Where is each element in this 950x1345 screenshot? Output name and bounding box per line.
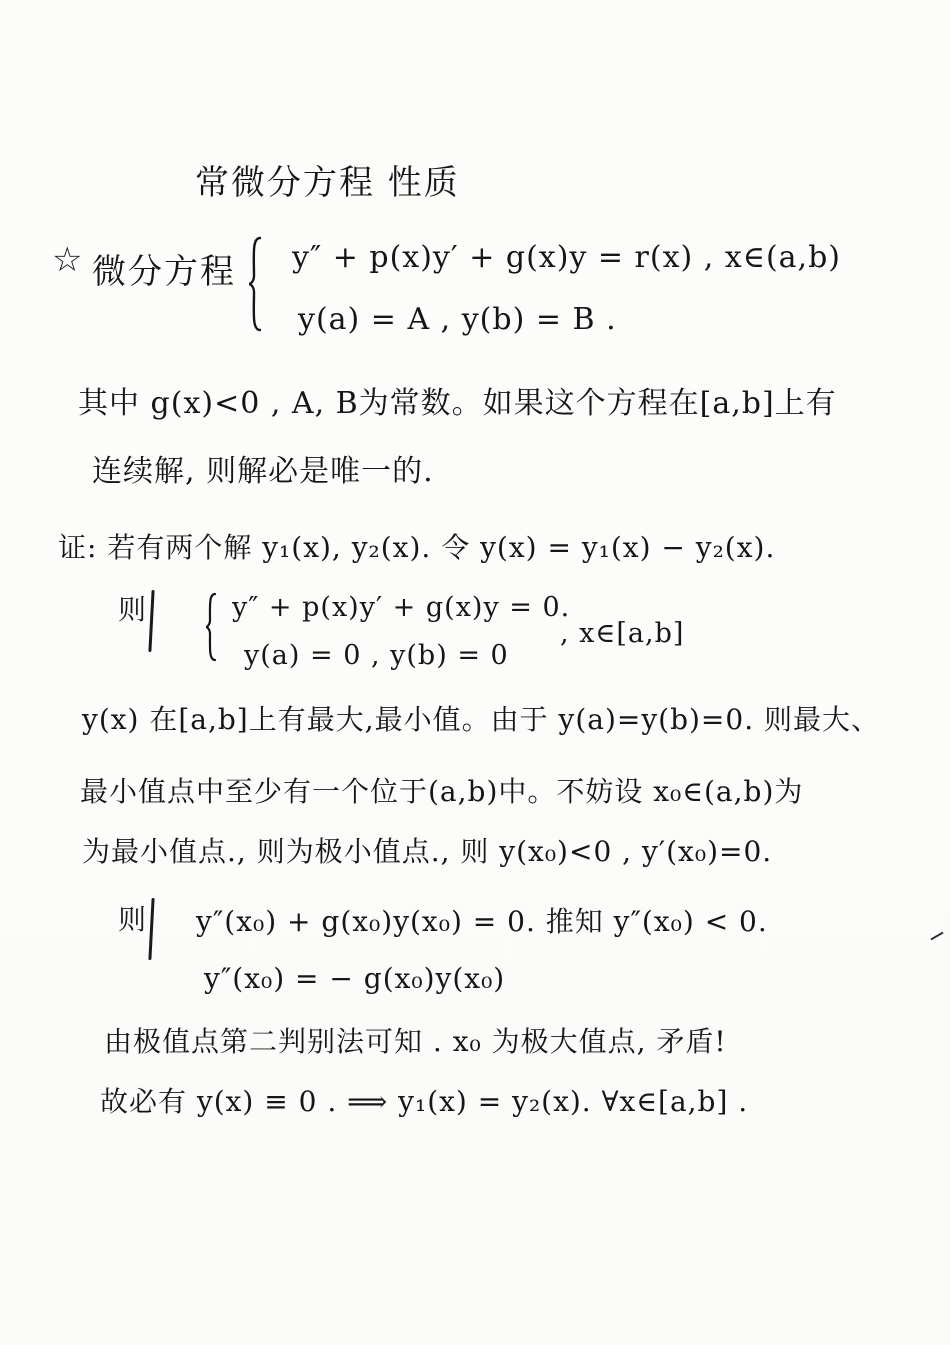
proof-start: 证: 若有两个解 y₁(x), y₂(x). 令 y(x) = y₁(x) − y₂(x). <box>58 531 776 564</box>
star-icon: ☆ <box>52 240 84 280</box>
homogeneous-boundary: y(a) = 0 , y(b) = 0 <box>244 640 509 671</box>
margin-bar <box>148 590 154 652</box>
condition-text: 其中 g(x)<0 , A, B为常数。如果这个方程在[a,b]上有 <box>78 386 837 421</box>
homogeneous-equation: y″ + p(x)y′ + g(x)y = 0. <box>232 592 571 623</box>
proof-text: y(x) 在[a,b]上有最大,最小值。由于 y(a)=y(b)=0. 则最大、 <box>82 703 881 736</box>
then-label: 则 <box>118 903 148 936</box>
boundary-conditions: y(a) = A , y(b) = B . <box>298 302 617 337</box>
left-brace-icon <box>205 592 217 662</box>
conclusion-text: 连续解, 则解必是唯一的. <box>92 454 434 489</box>
margin-mark <box>930 932 943 941</box>
ode-equation: y″ + p(x)y′ + g(x)y = r(x) , x∈(a,b) <box>292 240 841 275</box>
calculation-line: y″(x₀) + g(x₀)y(x₀) = 0. 推知 y″(x₀) < 0. <box>196 905 768 938</box>
then-label: 则 <box>118 593 148 626</box>
proof-text: 为最小值点., 则为极小值点., 则 y(x₀)<0 , y′(x₀)=0. <box>82 835 773 868</box>
proof-conclusion: 故必有 y(x) ≡ 0 . ⟹ y₁(x) = y₂(x). ∀x∈[a,b] . <box>100 1085 749 1118</box>
note-title: 常微分方程 性质 <box>195 163 460 203</box>
margin-bar <box>148 898 154 960</box>
calculation-line: y″(x₀) = − g(x₀)y(x₀) <box>204 962 506 995</box>
left-brace-icon <box>248 236 262 332</box>
theorem-heading: 微分方程 <box>92 252 236 292</box>
proof-text: 由极值点第二判别法可知 . x₀ 为极大值点, 矛盾! <box>104 1025 727 1058</box>
domain-text: , x∈[a,b] <box>560 618 685 649</box>
proof-text: 最小值点中至少有一个位于(a,b)中。不妨设 x₀∈(a,b)为 <box>80 775 804 808</box>
